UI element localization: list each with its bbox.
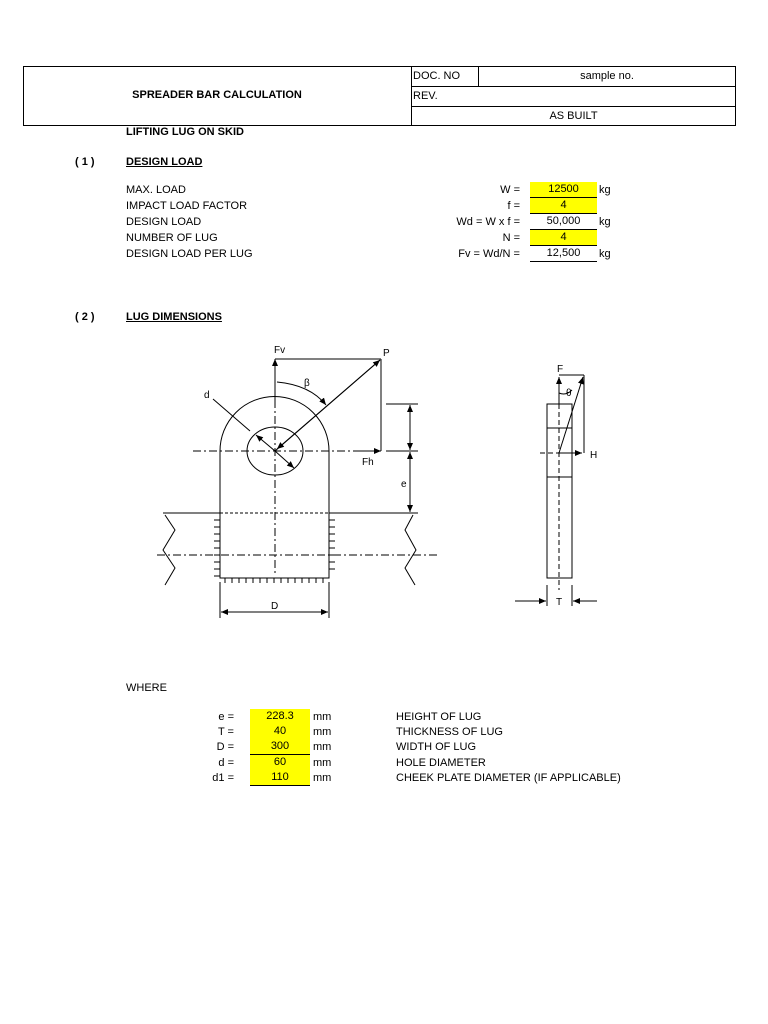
input-cell[interactable]: 4	[530, 230, 597, 246]
label-h: H	[590, 450, 598, 461]
section-1-title: DESIGN LOAD	[126, 156, 203, 168]
row-symbol: D =	[216, 741, 234, 754]
row-label: MAX. LOAD	[126, 184, 186, 196]
row-symbol: Fv = Wd/N =	[458, 248, 520, 260]
label-beta: β	[304, 378, 310, 389]
row-symbol: T =	[217, 726, 234, 739]
row-description: WIDTH OF LUG	[396, 741, 477, 754]
label-fv: Fv	[274, 345, 286, 356]
row-description: HEIGHT OF LUG	[396, 711, 482, 723]
row-symbol: W =	[500, 184, 520, 196]
row-unit: mm	[313, 756, 332, 769]
row-unit: kg	[599, 216, 611, 228]
document-title: SPREADER BAR CALCULATION	[132, 89, 302, 101]
row-label: DESIGN LOAD PER LUG	[126, 248, 253, 260]
input-cell[interactable]: 110	[250, 770, 310, 786]
row-label: DESIGN LOAD	[126, 216, 202, 228]
section-1-number: ( 1 )	[75, 156, 95, 168]
row-label: IMPACT LOAD FACTOR	[126, 200, 248, 212]
label-t: T	[556, 597, 563, 608]
row-symbol: Wd = W x f =	[456, 216, 520, 228]
row-unit: kg	[599, 248, 611, 260]
subtitle: LIFTING LUG ON SKID	[126, 126, 244, 138]
row-symbol: f =	[507, 200, 520, 212]
input-cell[interactable]: 4	[530, 198, 597, 214]
row-unit: mm	[313, 711, 332, 723]
row-symbol: e =	[218, 711, 234, 723]
row-unit: mm	[313, 741, 332, 754]
label-p: P	[383, 348, 390, 359]
label-fh: Fh	[362, 457, 374, 468]
row-description: CHEEK PLATE DIAMETER (IF APPLICABLE)	[396, 771, 621, 784]
status-text: AS BUILT	[549, 110, 598, 122]
section-2-title: LUG DIMENSIONS	[126, 311, 222, 323]
input-cell[interactable]: 300	[250, 739, 310, 755]
row-label: NUMBER OF LUG	[126, 232, 218, 244]
label-D: D	[271, 601, 279, 612]
row-unit: mm	[313, 771, 332, 784]
value-cell: 12,500	[530, 246, 597, 262]
section-2-number: ( 2 )	[75, 311, 95, 323]
where-label: WHERE	[126, 682, 167, 694]
input-cell[interactable]: 40	[250, 724, 310, 740]
row-symbol: d =	[218, 756, 234, 769]
input-cell[interactable]: 12500	[530, 182, 597, 198]
input-cell[interactable]: 228.3	[250, 709, 310, 725]
row-unit: kg	[599, 184, 611, 196]
value-cell: 50,000	[530, 214, 597, 230]
label-f: F	[557, 364, 564, 375]
lug-side-view	[515, 375, 597, 606]
doc-no-value[interactable]: sample no.	[580, 70, 634, 82]
row-description: THICKNESS OF LUG	[396, 726, 503, 739]
input-cell[interactable]: 60	[250, 755, 310, 771]
row-description: HOLE DIAMETER	[396, 756, 486, 769]
row-symbol: d1 =	[212, 771, 234, 784]
lug-front-view	[157, 359, 437, 618]
doc-no-label: DOC. NO	[413, 70, 461, 82]
label-theta: θ	[566, 388, 572, 399]
row-unit: mm	[313, 726, 332, 739]
row-symbol: N =	[502, 232, 520, 244]
label-d: d	[204, 390, 210, 401]
label-e: e	[401, 479, 407, 490]
rev-label: REV.	[413, 90, 438, 102]
